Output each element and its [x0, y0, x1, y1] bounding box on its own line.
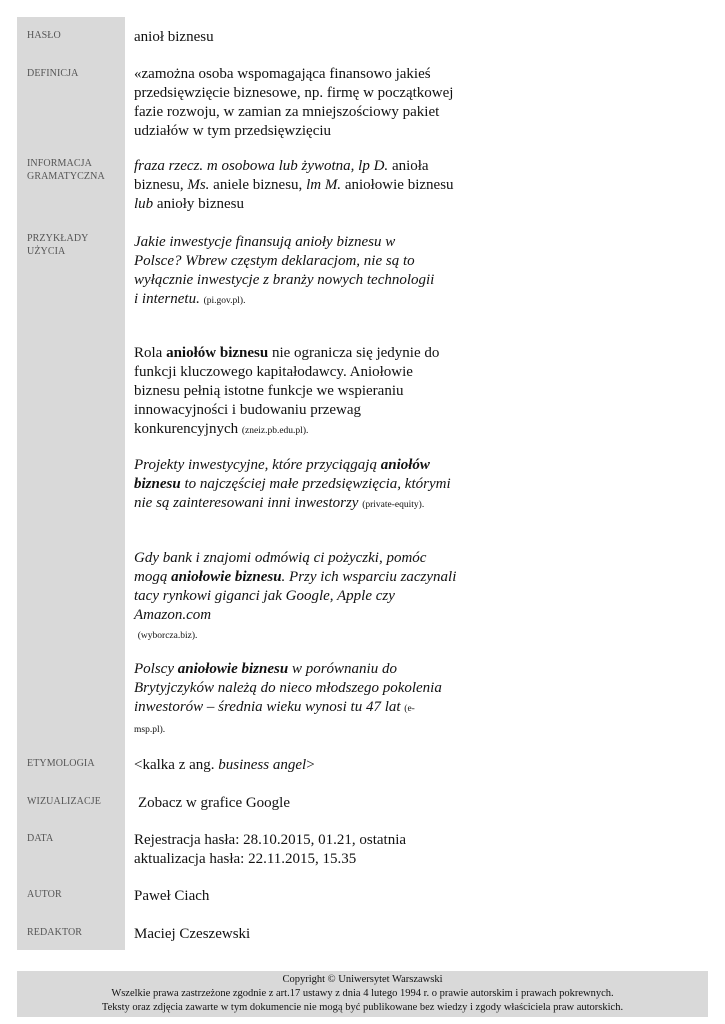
example-keyword: aniołowie biznesu: [171, 569, 282, 585]
label-wizualizacje: WIZUALIZACJE: [27, 796, 101, 807]
example-source: (pi.gov.pl).: [203, 296, 246, 306]
label-etymologia: ETYMOLOGIA: [27, 758, 95, 769]
example-source: (e-msp.pl).: [134, 704, 415, 735]
label-haslo: HASŁO: [27, 30, 61, 41]
etymology-part: <kalka z ang.: [134, 757, 219, 773]
grammar-part: Ms.: [187, 177, 210, 193]
label-przyklady-uzycia: [27, 232, 88, 258]
example-source: (private-equity).: [362, 500, 425, 510]
entry-etymology: [134, 756, 464, 775]
example-4: [134, 549, 459, 646]
etymology-phrase: business angel: [218, 757, 307, 773]
grammar-part: lub: [134, 196, 154, 212]
grammar-part: anioła biznesu,: [134, 158, 429, 193]
google-images-link[interactable]: Zobacz w grafice Google: [138, 795, 291, 811]
footer-line: Wszelkie prawa zastrzeżone zgodnie z art.17 ustawy z dnia 4 lutego 1994 r. o prawie autorskim i prawach pokrewnych.: [111, 988, 614, 999]
example-text: w porównaniu do Brytyjczyków należą do nieco młodszego pokolenia inwestorów – średnia wieku wynosi tu 47 lat: [134, 661, 442, 715]
example-5: [134, 660, 444, 740]
example-text: . Przy ich wsparciu zaczynali tacy rynkowi giganci jak Google, Apple czy Amazon.com: [134, 569, 457, 623]
label-przyklady-line2: UŻYCIA: [27, 246, 66, 257]
date-line: Rejestracja hasła: 28.10.2015, 01.21, ostatnia: [134, 832, 407, 848]
etymology-part: >: [306, 757, 315, 773]
label-redaktor: REDAKTOR: [27, 927, 83, 938]
entry-headword: anioł biznesu: [134, 29, 214, 45]
entry-grammar: [134, 157, 454, 214]
grammar-part: anioły biznesu: [153, 196, 244, 212]
example-text: nie ogranicza się jedynie do funkcji kluczowego kapitałodawcy. Aniołowie biznesu pełnią istotne funkcje we wspieraniu innowacyjności i budowaniu przewag konkurencyjnych: [134, 345, 440, 437]
label-informacja-line2: GRAMATYCZNA: [27, 171, 105, 182]
label-przyklady-line1: PRZYKŁADY: [27, 233, 89, 244]
example-text: Jakie inwestycje finansują anioły biznesu w Polsce? Wbrew częstym deklaracjom, nie są to wyłącznie inwestycje z branży nowych technologii i internetu.: [134, 234, 435, 307]
example-1: [134, 233, 439, 311]
example-keyword: aniołów biznesu: [166, 345, 269, 361]
label-data: DATA: [27, 833, 54, 844]
label-informacja-line1: INFORMACJA: [27, 158, 92, 169]
example-text: to najczęściej małe przedsięwzięcia, którymi nie są zainteresowani inni inwestorzy: [134, 476, 451, 511]
example-source: (wyborcza.biz).: [137, 631, 198, 641]
entry-dates: [134, 831, 434, 869]
entry-editor: Maciej Czeszewski: [134, 926, 251, 942]
grammar-part: lm M.: [306, 177, 342, 193]
example-keyword: aniołowie biznesu: [177, 661, 289, 677]
label-autor: AUTOR: [27, 889, 62, 900]
example-source: (zneiz.pb.edu.pl).: [241, 426, 309, 436]
grammar-part: aniołowie biznesu: [341, 177, 454, 193]
copyright-footer: [17, 971, 708, 1017]
grammar-part: aniele biznesu,: [209, 177, 307, 193]
footer-line: Teksty oraz zdjęcia zawarte w tym dokumencie nie mogą być publikowane bez wiedzy i zgody właściciela praw autorskich.: [101, 1002, 624, 1013]
label-informacja-gramatyczna: [27, 157, 105, 183]
footer-line: Copyright © Uniwersytet Warszawski: [282, 974, 443, 985]
grammar-part: fraza rzecz. m osobowa lub żywotna, lp D.: [134, 158, 389, 174]
entry-author: Paweł Ciach: [134, 888, 210, 904]
label-definicja: DEFINICJA: [27, 68, 79, 79]
date-line: aktualizacja hasła: 22.11.2015, 15.35: [134, 851, 357, 867]
entry-definition: «zamożna osoba wspomagająca finansowo jakieś przedsięwzięcie biznesowe, np. firmę w początkowej fazie rozwoju, w zamian za mniejszościowy pakiet udziałów w tym przedsięwzięciu: [134, 66, 454, 139]
example-3: [134, 456, 459, 515]
example-text: Rola: [134, 345, 167, 361]
example-2: [134, 344, 459, 441]
example-text: Gdy bank i znajomi odmówią ci pożyczki, pomóc mogą: [134, 550, 427, 585]
example-text: Projekty inwestycyjne, które przyciągają: [134, 457, 381, 473]
example-keyword: aniołów biznesu: [134, 457, 430, 492]
example-text: Polscy: [134, 661, 178, 677]
